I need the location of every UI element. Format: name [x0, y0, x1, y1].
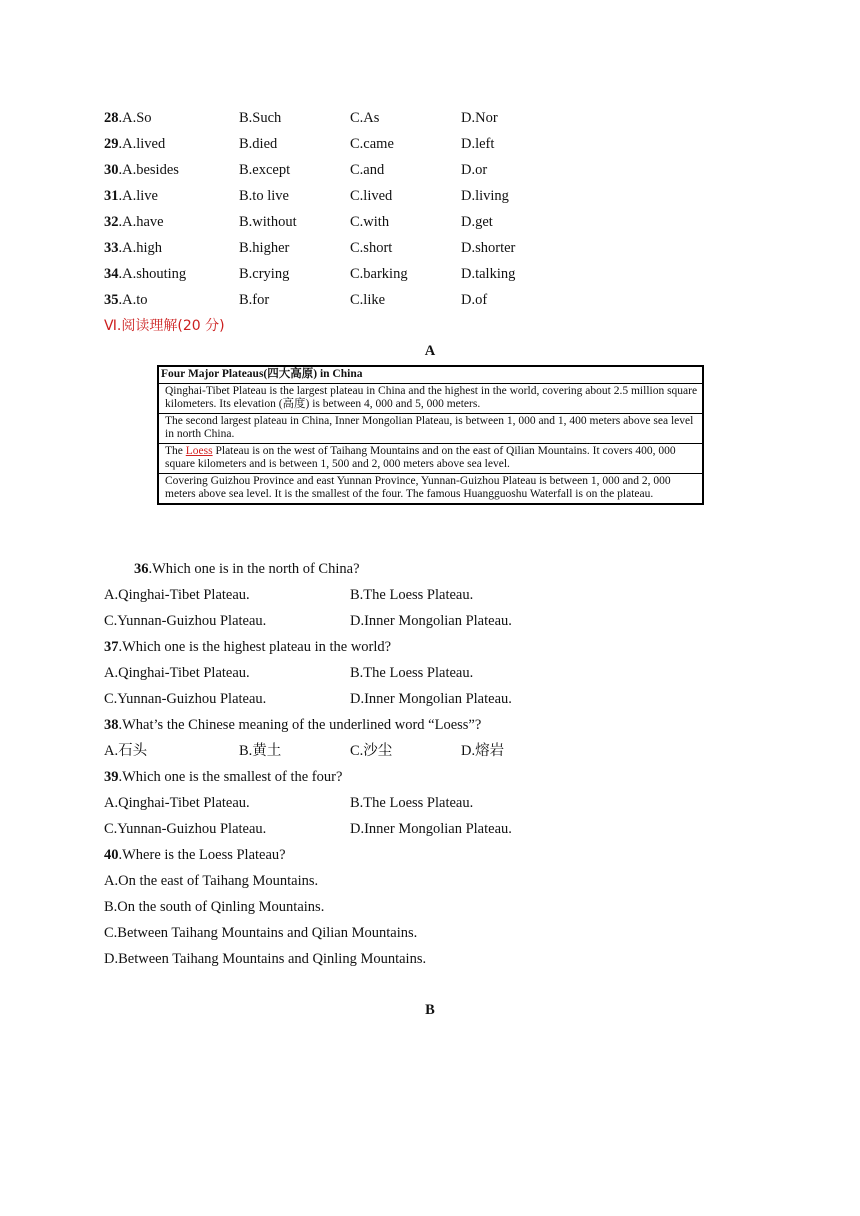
- question-39: [104, 767, 342, 787]
- question-number: 31: [104, 188, 119, 204]
- table-row-loess: [158, 443, 703, 473]
- option-c: C.barking: [350, 266, 408, 282]
- option-a: [104, 134, 165, 154]
- underlined-word-loess: Loess: [185, 444, 213, 457]
- option-a: [104, 160, 179, 180]
- option-b: B.to live: [239, 188, 289, 204]
- question-number: 38: [104, 717, 119, 733]
- option-d: D.Between Taihang Mountains and Qinling Mountains.: [104, 951, 427, 967]
- table-row-inner-mongolian: The second largest plateau in China, Inner Mongolian Plateau, is between 1, 000 and 1, 400 meters above sea level in north China.: [158, 413, 703, 443]
- option-c: C.Yunnan-Guizhou Plateau.: [104, 821, 267, 837]
- question-text: .What’s the Chinese meaning of the underlined word “Loess”?: [118, 717, 482, 733]
- question-number: 36: [134, 561, 149, 577]
- option-b: B.without: [239, 214, 297, 230]
- question-40: [104, 845, 286, 865]
- option-a-text: .A.lived: [118, 136, 166, 152]
- option-a: A.On the east of Taihang Mountains.: [104, 873, 319, 889]
- option-d: D.Inner Mongolian Plateau.: [350, 691, 512, 707]
- option-a: [104, 212, 164, 232]
- option-b: B.The Loess Plateau.: [350, 665, 474, 681]
- question-number: 30: [104, 162, 119, 178]
- question-number: 33: [104, 240, 119, 256]
- option-c: C.like: [350, 292, 386, 308]
- question-text: .Which one is in the north of China?: [148, 561, 360, 577]
- option-d: D.talking: [461, 266, 516, 282]
- option-d: D.living: [461, 188, 509, 204]
- option-b: B.higher: [239, 240, 290, 256]
- question-number: 35: [104, 292, 119, 308]
- option-d: D.Inner Mongolian Plateau.: [350, 821, 512, 837]
- option-a: [104, 264, 186, 284]
- option-c: C.Yunnan-Guizhou Plateau.: [104, 691, 267, 707]
- question-38: [104, 715, 481, 735]
- table-row-qinghai-tibet: Qinghai-Tibet Plateau is the largest plateau in China and the highest in the world, covering about 2.5 million square kilometers. Its elevation (高度) is between 4, 000 and 5, 000 meters.: [158, 383, 703, 413]
- section-title: Ⅵ.阅读理解(20 分): [104, 318, 225, 334]
- question-text: .Which one is the highest plateau in the world?: [118, 639, 392, 655]
- plateau-table: [157, 365, 704, 505]
- option-d: D.Nor: [461, 110, 498, 126]
- option-a-text: .A.besides: [118, 162, 179, 178]
- passage-b-label: B: [425, 1002, 435, 1018]
- option-c: C.lived: [350, 188, 393, 204]
- option-b: B.except: [239, 162, 291, 178]
- option-a-text: .A.to: [118, 292, 148, 308]
- option-d: D.熔岩: [461, 743, 505, 759]
- passage-a-label: A: [424, 343, 436, 359]
- option-d: D.of: [461, 292, 488, 308]
- row-text-prefix: The: [165, 444, 186, 457]
- option-c: C.As: [350, 110, 380, 126]
- option-c: C.short: [350, 240, 393, 256]
- question-text: .Where is the Loess Plateau?: [118, 847, 286, 863]
- option-a-text: .A.live: [118, 188, 158, 204]
- row-text-suffix: Plateau is on the west of Taihang Mountains and on the east of Qilian Mountains. It covers 400, 000 square kilometers and is between 1, 500 and 2, 000 meters above sea level.: [165, 444, 676, 470]
- option-b: B.The Loess Plateau.: [350, 587, 474, 603]
- option-a: [104, 290, 148, 310]
- question-number: 37: [104, 639, 119, 655]
- table-row-yunnan-guizhou: Covering Guizhou Province and east Yunnan Province, Yunnan-Guizhou Plateau is between 1, 000 and 2, 000 meters above sea level. It is the smallest of the four. The famous Huangguoshu Waterfall is on the plateau.: [158, 473, 703, 504]
- question-number: 34: [104, 266, 119, 282]
- option-a-text: .A.have: [118, 214, 164, 230]
- option-c: C.Between Taihang Mountains and Qilian Mountains.: [104, 925, 418, 941]
- option-a: A.Qinghai-Tibet Plateau.: [104, 795, 250, 811]
- table-header: Four Major Plateaus(四大高原) in China: [158, 366, 703, 383]
- option-b: B.crying: [239, 266, 290, 282]
- option-a: A.Qinghai-Tibet Plateau.: [104, 665, 250, 681]
- option-b: B.On the south of Qinling Mountains.: [104, 899, 325, 915]
- option-b: B.for: [239, 292, 270, 308]
- option-a-text: .A.So: [118, 110, 152, 126]
- question-number: 39: [104, 769, 119, 785]
- question-37: [104, 637, 391, 657]
- option-a: [104, 108, 152, 128]
- option-b: B.The Loess Plateau.: [350, 795, 474, 811]
- option-a-text: .A.shouting: [118, 266, 187, 282]
- option-b: B.Such: [239, 110, 282, 126]
- question-text: .Which one is the smallest of the four?: [118, 769, 343, 785]
- option-d: D.left: [461, 136, 495, 152]
- option-c: C.with: [350, 214, 390, 230]
- question-number: 29: [104, 136, 119, 152]
- option-d: D.get: [461, 214, 493, 230]
- option-a: [104, 186, 158, 206]
- option-a-text: .A.high: [118, 240, 162, 256]
- option-c: C.Yunnan-Guizhou Plateau.: [104, 613, 267, 629]
- option-c: C.沙尘: [350, 743, 393, 759]
- option-b: B.黄土: [239, 743, 282, 759]
- question-36: [134, 559, 360, 579]
- question-number: 40: [104, 847, 119, 863]
- option-a: [104, 238, 162, 258]
- option-d: D.Inner Mongolian Plateau.: [350, 613, 512, 629]
- option-c: C.came: [350, 136, 394, 152]
- question-number: 32: [104, 214, 119, 230]
- option-c: C.and: [350, 162, 385, 178]
- option-d: D.or: [461, 162, 488, 178]
- question-number: 28: [104, 110, 119, 126]
- option-a: A.石头: [104, 743, 148, 759]
- option-b: B.died: [239, 136, 278, 152]
- option-d: D.shorter: [461, 240, 516, 256]
- option-a: A.Qinghai-Tibet Plateau.: [104, 587, 250, 603]
